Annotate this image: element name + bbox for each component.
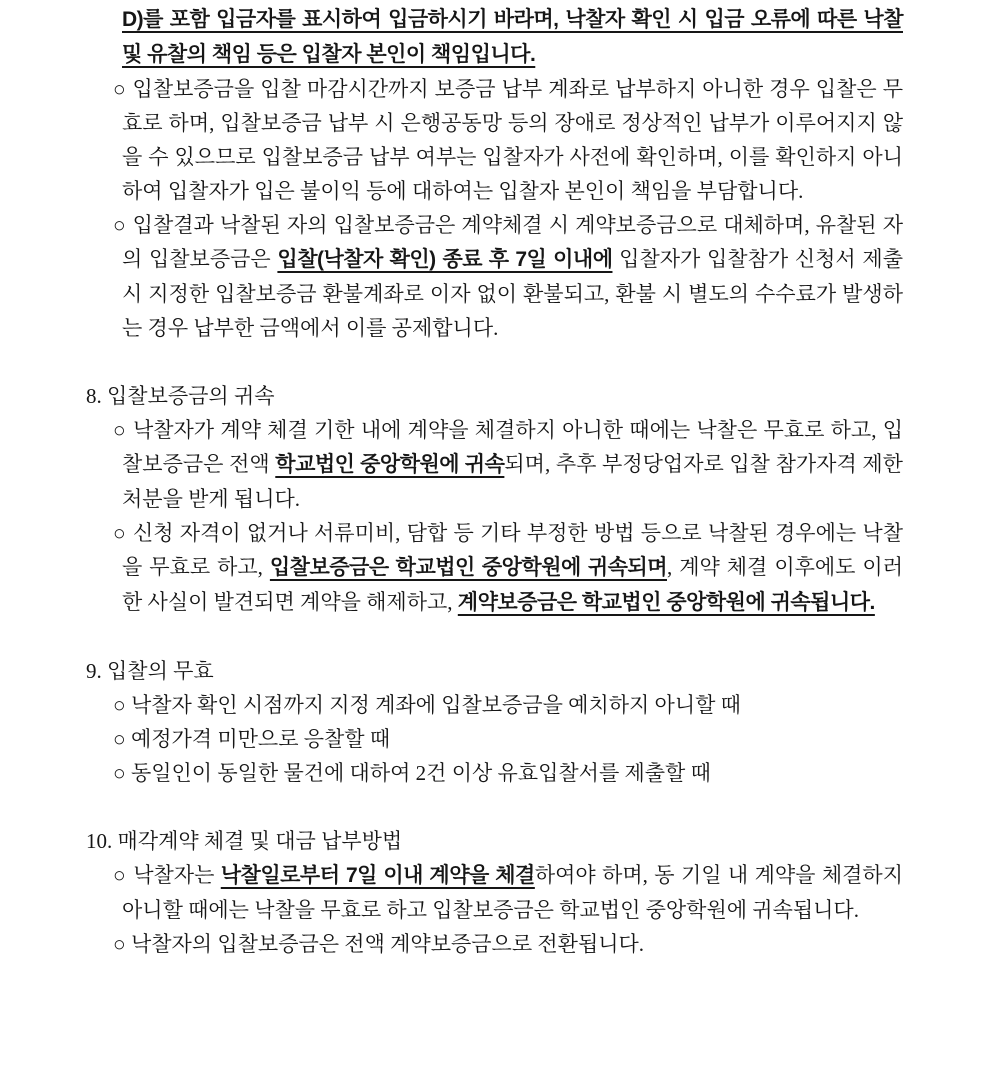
bullet-item — [113, 208, 903, 345]
circle-bullet-marker: ○ — [113, 727, 131, 751]
text-segment: 동일인이 동일한 물건에 대하여 2건 이상 유효입찰서를 제출할 때 — [130, 761, 711, 785]
text-segment: 예정가격 미만으로 응찰할 때 — [130, 727, 391, 751]
section-heading: 10. 매각계약 체결 및 대금 납부방법 — [86, 829, 403, 853]
bullet-item — [113, 72, 903, 208]
circle-bullet-marker: ○ — [113, 863, 134, 887]
emphasis-segment: 낙찰일로부터 7일 이내 계약을 체결 — [220, 864, 535, 887]
circle-bullet-marker: ○ — [113, 761, 131, 785]
text-segment: 입찰결과 낙찰된 자의 입찰보증금은 계약체결 시 계약보증금으로 대체하며, 유찰된 자의 입찰보증금은 — [122, 213, 903, 271]
bullet-item — [113, 858, 903, 927]
text-segment: 낙찰자가 계약 체결 기한 내에 계약을 체결하지 아니한 때에는 낙찰은 무효로 하고, 입찰보증금은 전액 — [122, 418, 903, 476]
text-segment: 하여야 하며, 동 기일 내 계약을 체결하지 아니할 때에는 낙찰을 무효로 하고 입찰보증금은 학교법인 중앙학원에 귀속됩니다. — [122, 863, 903, 922]
text-segment: 낙찰자의 입찰보증금은 전액 계약보증금으로 전환됩니다. — [130, 932, 645, 956]
bullet-item — [113, 516, 903, 620]
emphasis-segment: 계약보증금은 학교법인 중앙학원에 귀속됩니다. — [457, 591, 875, 614]
emphasis-segment: 입찰보증금은 학교법인 중앙학원에 귀속되며 — [269, 556, 667, 579]
emphasis-segment: 학교법인 중앙학원에 귀속 — [275, 453, 505, 476]
bullet-item — [113, 756, 903, 790]
text-segment: 입찰자가 입찰참가 신청서 제출 시 지정한 입찰보증금 환불계좌로 이자 없이 환불되고, 환불 시 별도의 수수료가 발생하는 경우 납부한 금액에서 이를 공제합니다. — [122, 247, 903, 340]
text-segment: 되며, 추후 부정당업자로 입찰 참가자격 제한 처분을 받게 됩니다. — [122, 452, 903, 511]
section-heading: 9. 입찰의 무효 — [86, 659, 214, 683]
text-segment: 입찰보증금을 입찰 마감시간까지 보증금 납부 계좌로 납부하지 아니한 경우 입찰은 무효로 하며, 입찰보증금 납부 시 은행공동망 등의 장애로 정상적인 납부가 이루어지지 않을 수 있으므로 입찰보증금 납부 여부는 입찰자가 사전에 확인하며, 이를 확인하지 아니하여 입찰자가 입은 불이익 등에 대하여는 입찰자 본인이 책임을 부담합니다. — [122, 77, 903, 203]
circle-bullet-marker: ○ — [113, 932, 131, 956]
circle-bullet-marker: ○ — [113, 418, 133, 442]
bullet-item — [113, 413, 903, 516]
paragraph-continuation — [122, 2, 903, 72]
emphasis-segment: D)를 포함 입금자를 표시하여 입금하시기 바라며, 낙찰자 확인 시 입금 오류에 따른 낙찰 및 유찰의 책임 등은 입찰자 본인이 책임입니다. — [122, 8, 903, 66]
text-segment: 신청 자격이 없거나 서류미비, 담합 등 기타 부정한 방법 등으로 낙찰된 경우에는 낙찰을 무효로 하고, — [122, 521, 903, 579]
bullet-item — [113, 722, 903, 756]
text-segment: 낙찰자 확인 시점까지 지정 계좌에 입찰보증금을 예치하지 아니할 때 — [130, 693, 741, 717]
section-heading: 8. 입찰보증금의 귀속 — [86, 384, 275, 408]
circle-bullet-marker: ○ — [113, 693, 131, 717]
circle-bullet-marker: ○ — [113, 77, 133, 101]
circle-bullet-marker: ○ — [113, 213, 133, 237]
text-segment: 낙찰자는 — [133, 863, 221, 887]
emphasis-segment: 입찰(낙찰자 확인) 종료 후 7일 이내에 — [277, 248, 613, 271]
text-segment: , 계약 체결 이후에도 이러한 사실이 발견되면 계약을 해제하고, — [122, 555, 904, 614]
circle-bullet-marker: ○ — [113, 521, 133, 545]
bullet-item — [113, 927, 903, 961]
bullet-item — [113, 688, 903, 722]
